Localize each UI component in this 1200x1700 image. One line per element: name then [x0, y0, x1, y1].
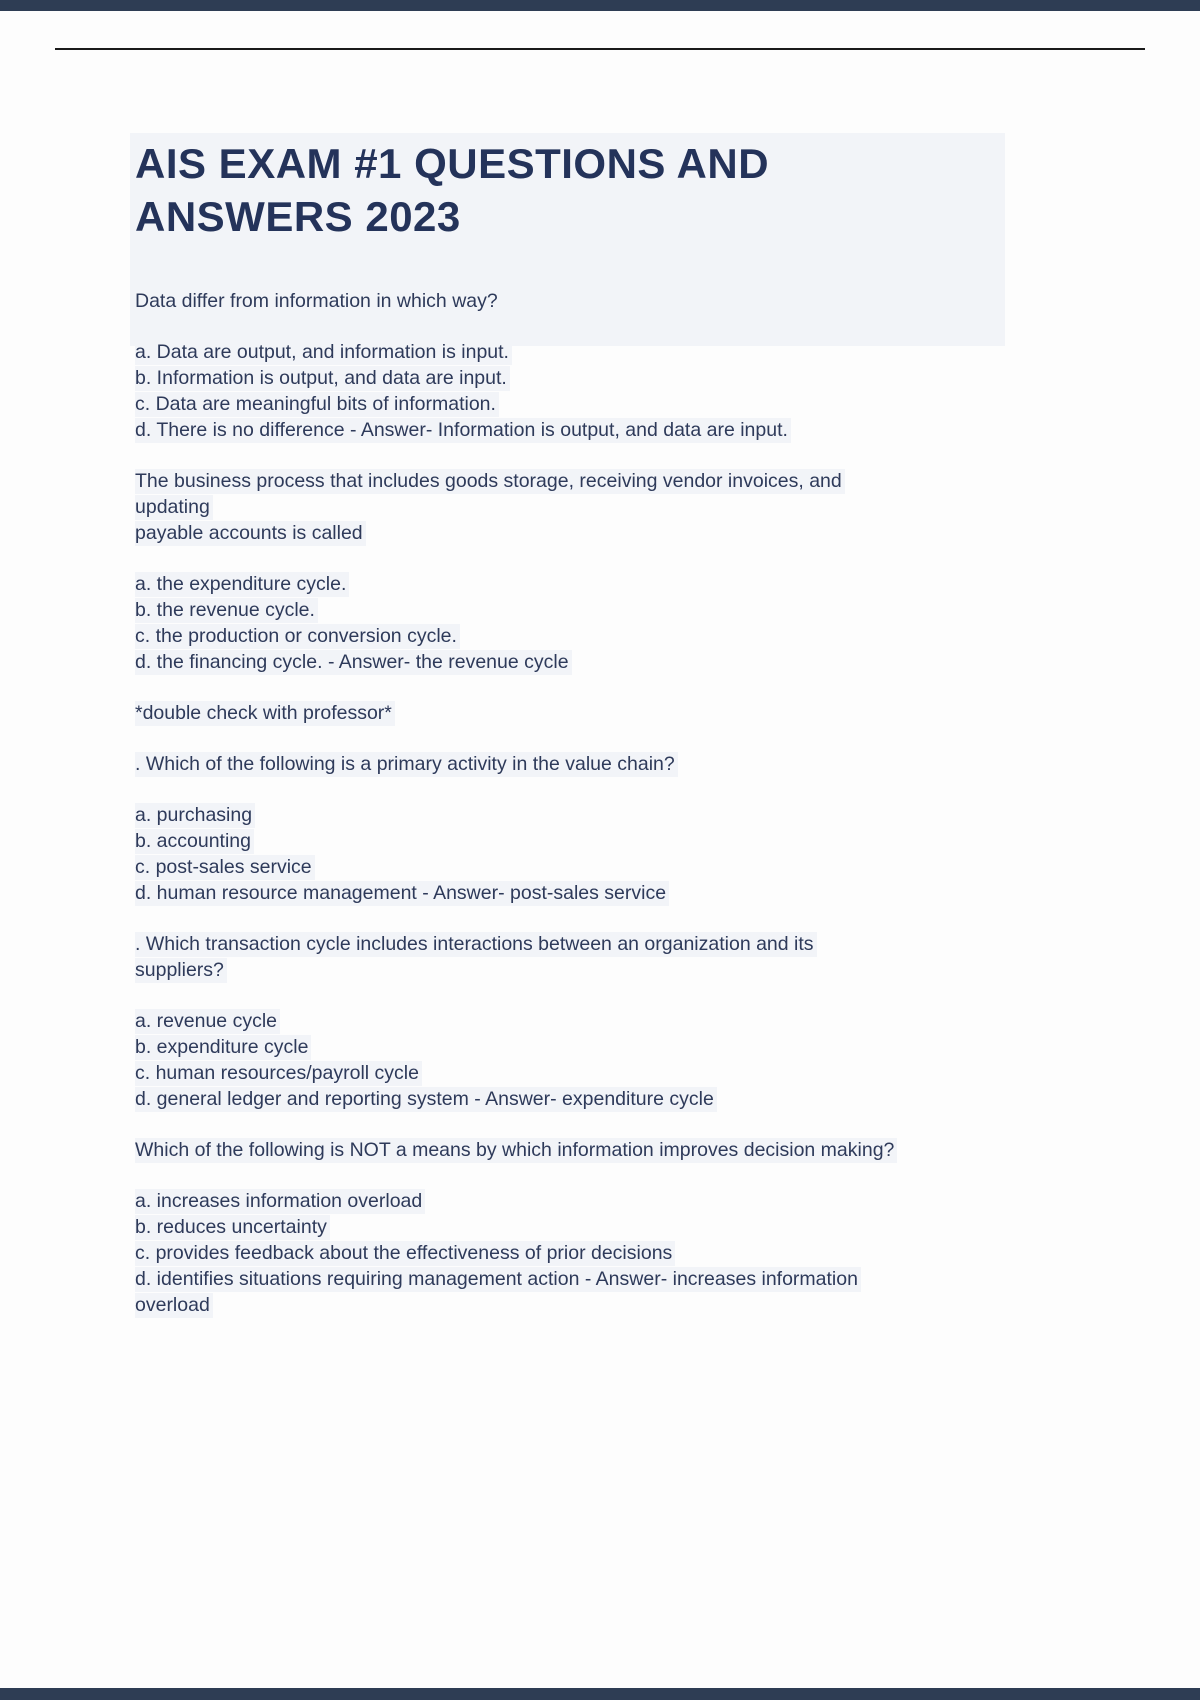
professor-note	[135, 700, 1147, 726]
page-title-line-1: AIS EXAM #1 QUESTIONS AND	[135, 140, 770, 187]
text-line	[135, 649, 1147, 675]
text-line	[135, 520, 1147, 546]
text-line	[135, 365, 1147, 391]
question-3-prompt	[135, 751, 1147, 777]
text-line	[135, 880, 1147, 906]
highlighted-text: c. Data are meaningful bits of information.	[135, 392, 499, 417]
question-1-options	[135, 339, 1147, 443]
highlighted-text: d. general ledger and reporting system - Answer- expenditure cycle	[135, 1087, 717, 1112]
text-line	[135, 931, 1147, 957]
highlighted-text: d. the financing cycle. - Answer- the revenue cycle	[135, 650, 572, 675]
text-line	[135, 597, 1147, 623]
highlighted-text: overload	[135, 1293, 213, 1318]
highlighted-text: b. the revenue cycle.	[135, 598, 318, 623]
text-line	[135, 1240, 1147, 1266]
text-line	[135, 571, 1147, 597]
highlighted-text: a. revenue cycle	[135, 1009, 280, 1034]
text-line	[135, 802, 1147, 828]
highlighted-text: . Which of the following is a primary activity in the value chain?	[135, 752, 678, 777]
page-title	[135, 137, 1005, 243]
text-line	[135, 391, 1147, 417]
highlighted-text: d. identifies situations requiring management action - Answer- increases information	[135, 1267, 861, 1292]
highlighted-text: b. expenditure cycle	[135, 1035, 311, 1060]
text-line	[135, 1266, 1147, 1292]
text-line	[135, 417, 1147, 443]
highlighted-text: . Which transaction cycle includes interactions between an organization and its	[135, 932, 817, 957]
highlighted-text: c. the production or conversion cycle.	[135, 624, 460, 649]
page-title-line-2: ANSWERS 2023	[135, 193, 461, 240]
question-5-options	[135, 1188, 1147, 1318]
text-line	[135, 623, 1147, 649]
highlighted-text: a. purchasing	[135, 803, 255, 828]
highlighted-text: a. increases information overload	[135, 1189, 425, 1214]
highlighted-text: d. human resource management - Answer- post-sales service	[135, 881, 669, 906]
text-line	[135, 1034, 1147, 1060]
text-line	[135, 339, 1147, 365]
text-line	[135, 828, 1147, 854]
question-2-options	[135, 571, 1147, 675]
text-line	[135, 1060, 1147, 1086]
highlighted-text: b. reduces uncertainty	[135, 1215, 330, 1240]
text-line	[135, 751, 1147, 777]
highlighted-text: c. provides feedback about the effectiveness of prior decisions	[135, 1241, 675, 1266]
highlighted-text: a. the expenditure cycle.	[135, 572, 349, 597]
text-line	[135, 494, 1147, 520]
bottom-border-bar	[0, 1688, 1200, 1700]
highlighted-text: c. human resources/payroll cycle	[135, 1061, 422, 1086]
text-line	[135, 288, 1147, 314]
question-4-prompt	[135, 931, 1147, 983]
text-line	[135, 1137, 1147, 1163]
highlighted-text: updating	[135, 495, 213, 520]
highlighted-text: Which of the following is NOT a means by which information improves decision making?	[135, 1138, 897, 1163]
highlighted-text: b. accounting	[135, 829, 254, 854]
highlighted-text: b. Information is output, and data are input.	[135, 366, 510, 391]
highlighted-text: Data differ from information in which way?	[135, 289, 501, 314]
top-border-bar	[0, 0, 1200, 11]
question-5-prompt	[135, 1137, 1147, 1163]
text-line	[135, 1008, 1147, 1034]
text-line	[135, 1292, 1147, 1318]
highlighted-text: d. There is no difference - Answer- Information is output, and data are input.	[135, 418, 791, 443]
text-line	[135, 1086, 1147, 1112]
header-rule	[55, 48, 1145, 50]
question-1-prompt	[135, 288, 1147, 314]
highlighted-text: c. post-sales service	[135, 855, 315, 880]
highlighted-text: The business process that includes goods storage, receiving vendor invoices, and	[135, 469, 845, 494]
highlighted-text: payable accounts is called	[135, 521, 366, 546]
text-line	[135, 1188, 1147, 1214]
text-line	[135, 957, 1147, 983]
highlighted-text: *double check with professor*	[135, 701, 395, 726]
text-line	[135, 1214, 1147, 1240]
highlighted-text: a. Data are output, and information is input.	[135, 340, 512, 365]
highlighted-text: suppliers?	[135, 958, 227, 983]
text-line	[135, 700, 1147, 726]
question-3-options	[135, 802, 1147, 906]
text-line	[135, 468, 1147, 494]
document-body	[135, 288, 1147, 1343]
question-4-options	[135, 1008, 1147, 1112]
text-line	[135, 854, 1147, 880]
question-2-prompt	[135, 468, 1147, 546]
